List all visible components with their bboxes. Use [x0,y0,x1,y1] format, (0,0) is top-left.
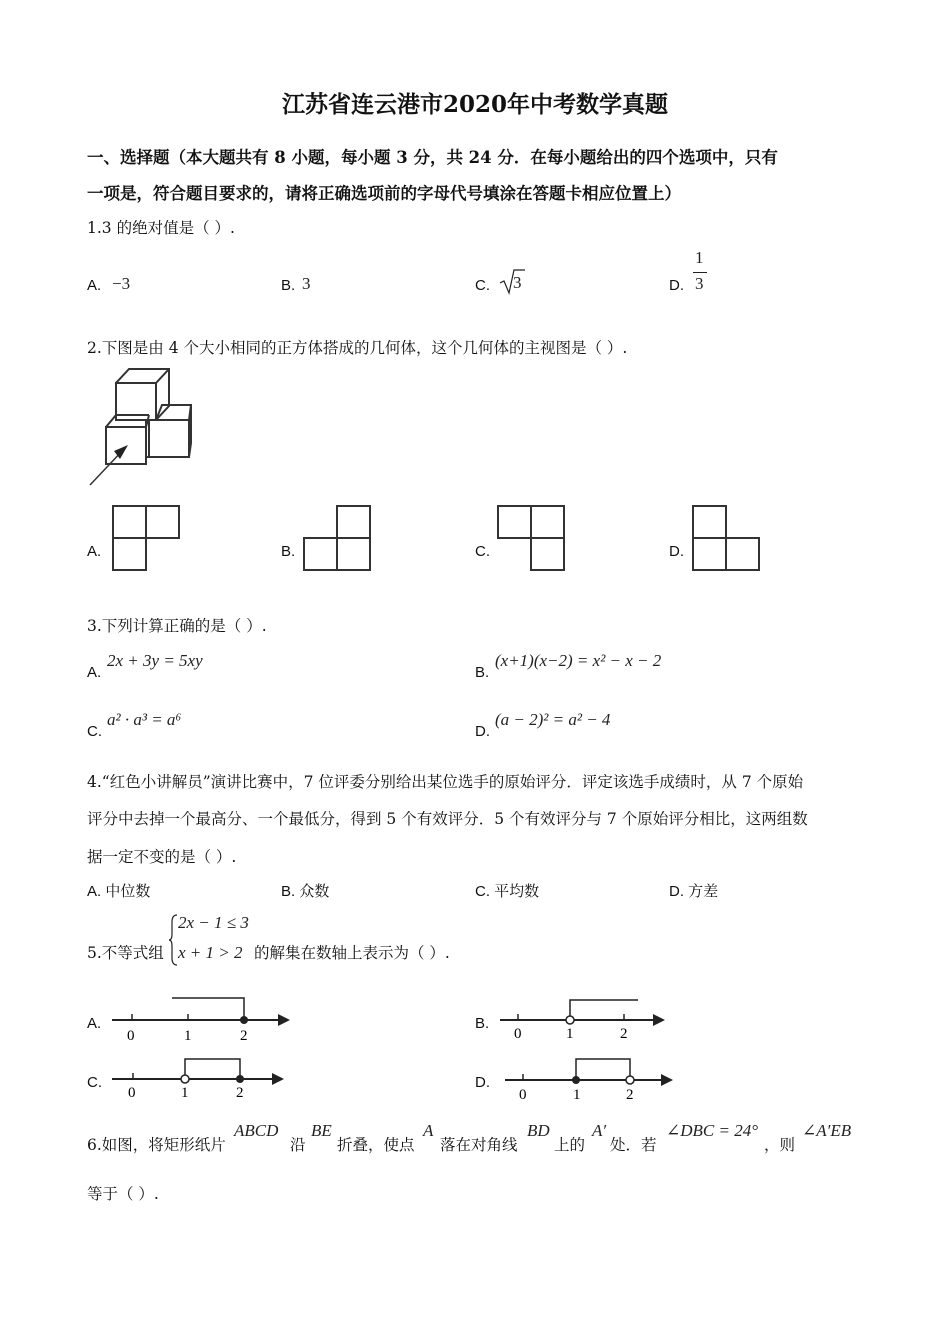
q6-text-4: 落在对角线 [440,1136,518,1154]
q4-line2: 评分中去掉一个最高分、一个最低分，得到 5 个有效评分．5 个有效评分与 7 个原始评分相比，这两组数 [87,810,808,828]
section-header-line2: 一项是，符合题目要求的，请将正确选项前的字母代号填涂在答题卡相应位置上） [87,184,681,203]
q1-stem: 1.3 的绝对值是（ ）. [87,219,235,237]
q3-option-c-letter: C. [87,723,102,740]
cube-solid-figure [86,365,206,490]
q4-line1: 4.“红色小讲解员”演讲比赛中，7 位评委分别给出某位选手的原始评分．评定该选手成绩时，从 7 个原始 [87,773,804,791]
q1-option-a-letter: A. [87,277,102,294]
q3-option-d-letter: D. [475,723,490,740]
q5-option-c-number-line [112,1052,302,1102]
q6-text-1: 6.如图，将矩形纸片 [87,1136,226,1154]
tick-label: 0 [127,1028,135,1044]
q5-prefix: 5.不等式组 [87,944,164,962]
q4-option-a-letter: A. [87,883,102,900]
q3-option-a-expr: 2x + 3y = 5xy [107,651,203,670]
q1-option-b-letter: B. [281,277,296,294]
q4-option-c [475,880,539,901]
q2-option-b-view [303,505,373,571]
q3-option-a-letter: A. [87,664,102,681]
q5-inequality-2: x + 1 > 2 [178,943,243,962]
q4-option-b-letter: B. [281,883,296,900]
q2-option-c-letter: C. [475,543,490,560]
tick-label: 1 [566,1026,574,1042]
q1-option-c-radicand: 3 [513,273,522,292]
section-header-line1: 一、选择题（本大题共有 8 小题，每小题 3 分，共 24 分．在每小题给出的四个选项中，只有 [87,148,778,167]
q5-option-a-letter: A. [87,1015,102,1032]
q3-option-c-expr: a² · a³ = a⁶ [107,710,182,729]
q2-stem: 2.下图是由 4 个大小相同的正方体搭成的几何体，这个几何体的主视图是（ ）. [87,339,628,357]
q2-option-b-letter: B. [281,543,296,560]
brace-icon [168,914,178,966]
q4-option-c-letter: C. [475,883,490,900]
tick-label: 1 [181,1085,189,1101]
q5-option-b-letter: B. [475,1015,490,1032]
q5-option-b-number-line [500,993,690,1043]
q2-option-a-letter: A. [87,543,102,560]
fraction-bar [693,272,707,273]
q1-option-d-denominator: 3 [695,274,704,293]
q2-option-a-view [112,505,182,571]
tick-label: 2 [626,1087,634,1103]
q4-option-a [87,880,150,901]
q6-math-abcd: ABCD [234,1121,279,1140]
q5-suffix: 的解集在数轴上表示为（ ）. [254,944,450,962]
q6-text-3: 折叠，使点 [337,1136,415,1154]
q4-option-d-text: 方差 [688,883,719,900]
q6-math-angle-dbc: ∠DBC = 24° [666,1121,759,1140]
q6-line2: 等于（ ）. [87,1185,159,1203]
q2-option-d-view [692,505,762,571]
q1-option-b-value: 3 [302,274,311,293]
q5-option-d-number-line [505,1053,695,1103]
tick-label: 0 [514,1026,522,1042]
q1-option-c-letter: C. [475,277,490,294]
tick-label: 2 [236,1085,244,1101]
q2-option-c-view [497,505,567,571]
q4-line3: 据一定不变的是（ ）. [87,848,237,866]
q5-option-d-letter: D. [475,1074,490,1091]
q6-math-a: A [423,1121,434,1140]
tick-label: 1 [573,1087,581,1103]
tick-label: 0 [519,1087,527,1103]
q4-option-b-text: 众数 [299,883,330,900]
tick-label: 0 [128,1085,136,1101]
q6-math-angle-aeb: ∠A′EB [802,1121,852,1140]
q2-option-d-letter: D. [669,543,684,560]
q6-math-be: BE [311,1121,332,1140]
tick-label: 2 [240,1028,248,1044]
q3-option-d-expr: (a − 2)² = a² − 4 [495,710,611,729]
q1-option-d-fraction [692,248,708,296]
q4-option-b [281,880,329,901]
q3-option-b-letter: B. [475,664,490,681]
q6-text-5: 上的 [554,1136,586,1154]
q3-option-b-expr: (x+1)(x−2) = x² − x − 2 [495,651,662,670]
q6-text-7: ，则 [764,1136,796,1154]
q4-option-d-letter: D. [669,883,684,900]
q5-inequality-1: 2x − 1 ≤ 3 [178,913,249,932]
q4-option-d [669,880,718,901]
q6-text-2: 沿 [290,1136,306,1154]
q6-math-a-prime: A′ [592,1121,607,1140]
q1-option-d-letter: D. [669,277,684,294]
q5-option-a-number-line [112,993,302,1043]
q1-option-a-value: −3 [112,274,131,293]
tick-label: 2 [620,1026,628,1042]
q5-option-c-letter: C. [87,1074,102,1091]
q6-math-bd: BD [527,1121,550,1140]
tick-label: 1 [184,1028,192,1044]
page-title: 江苏省连云港市2020年中考数学真题 [281,91,668,118]
q1-option-d-numerator: 1 [695,248,704,267]
q4-option-c-text: 平均数 [494,883,540,900]
q6-text-6: 处．若 [610,1136,657,1154]
q3-stem: 3.下列计算正确的是（ ）. [87,617,267,635]
q4-option-a-text: 中位数 [105,883,151,900]
